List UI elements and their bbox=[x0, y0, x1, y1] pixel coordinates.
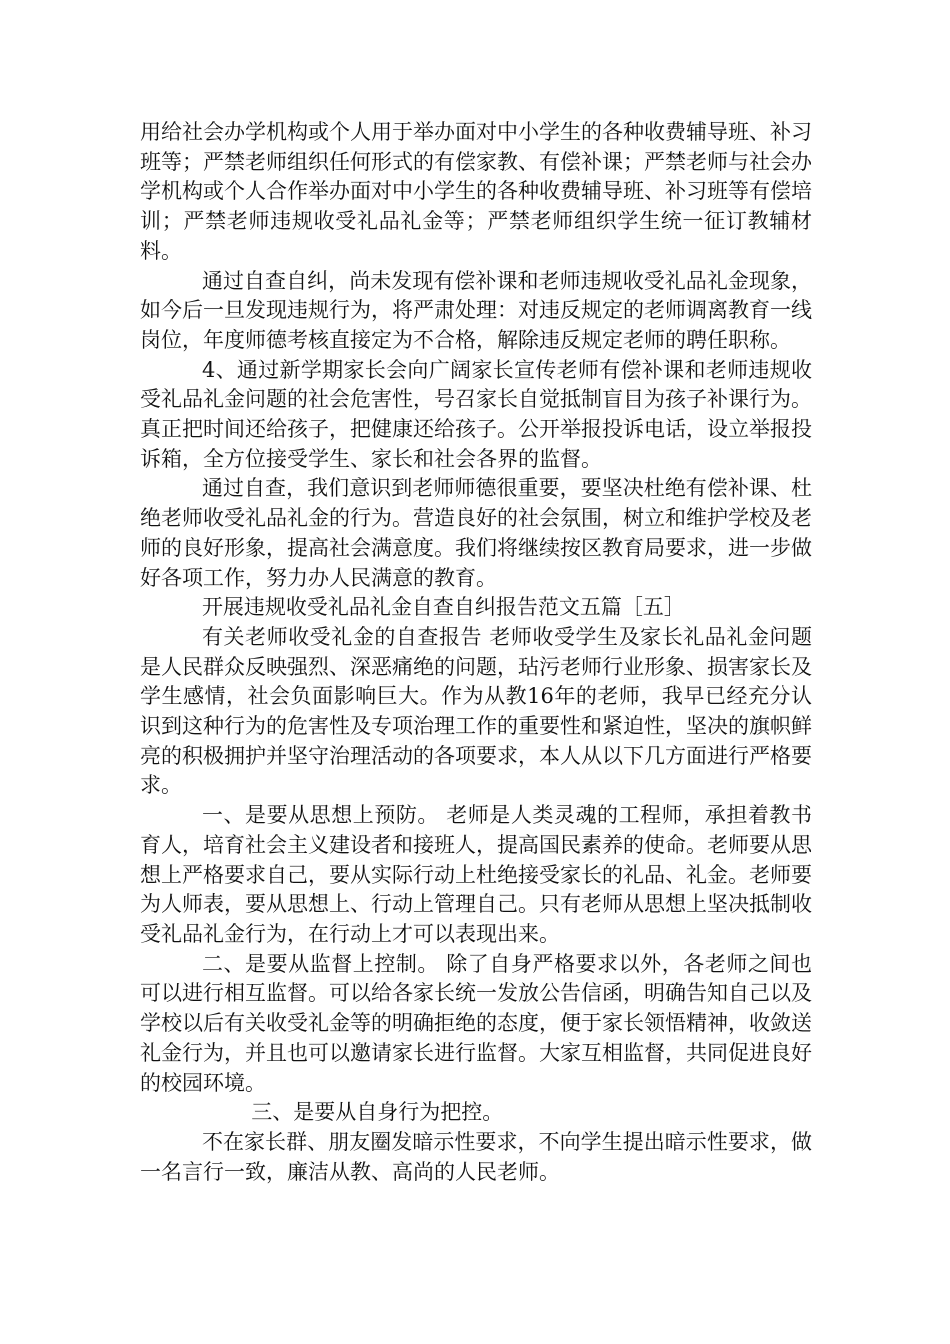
paragraph-closing: 不在家长群、朋友圈发暗示性要求，不向学生提出暗示性要求，做一名言行一致，廉洁从教、高尚的人民老师。 bbox=[140, 1129, 812, 1184]
paragraph-report-intro: 有关老师收受礼金的自查报告 老师收受学生及家长礼品礼金问题是人民群众反映强烈、深恶痛绝的问题，玷污老师行业形象、损害家长及学生感情，社会负面影响巨大。作为从教16年的老师，我早已经充分认识到这种行为的危害性及专项治理工作的重要性和紧迫性，坚决的旗帜鲜亮的积极拥护并坚守治理活动的各项要求，本人从以下几方面进行严格要求。 bbox=[140, 624, 812, 798]
paragraph-point-two: 二、是要从监督上控制。 除了自身严格要求以外，各老师之间也可以进行相互监督。可以给各家长统一发放公告信函，明确告知自己以及学校以后有关收受礼金等的明确拒绝的态度，便于家长领悟精神，收敛送礼金行为，并且也可以邀请家长进行监督。大家互相监督，共同促进良好的校园环境。 bbox=[140, 951, 812, 1095]
section-heading: 开展违规收受礼品礼金自查自纠报告范文五篇［五］ bbox=[201, 595, 685, 620]
paragraph-point-three: 三、是要从自身行为把控。 bbox=[251, 1100, 504, 1125]
paragraph-conclusion: 通过自查，我们意识到老师师德很重要，要坚决杜绝有偿补课、杜绝老师收受礼品礼金的行为。营造良好的社会氛围，树立和维护学校及老师的良好形象，提高社会满意度。我们将继续按区教育局要求，进一步做好各项工作，努力办人民满意的教育。 bbox=[140, 476, 812, 590]
paragraph-prohibitions-continued: 用给社会办学机构或个人用于举办面对中小学生的各种收费辅导班、补习班等；严禁老师组织任何形式的有偿家教、有偿补课；严禁老师与社会办学机构或个人合作举办面对中小学生的各种收费辅导班、补习班等有偿培训；严禁老师违规收受礼品礼金等；严禁老师组织学生统一征订教辅材料。 bbox=[140, 120, 812, 263]
document-body bbox=[140, 118, 812, 1187]
paragraph-parent-meeting: 4、通过新学期家长会向广阔家长宣传老师有偿补课和老师违规收受礼品礼金问题的社会危害性，号召家长自觉抵制盲目为孩子补课行为。真正把时间还给孩子，把健康还给孩子。公开举报投诉电话，设立举报投诉箱，全方位接受学生、家长和社会各界的监督。 bbox=[140, 357, 812, 471]
paragraph-point-one: 一、是要从思想上预防。 老师是人类灵魂的工程师，承担着教书育人，培育社会主义建设者和接班人，提高国民素养的使命。老师要从思想上严格要求自己，要从实际行动上杜绝接受家长的礼品、礼金。老师要为人师表，要从思想上、行动上管理自己。只有老师从思想上坚决抵制收受礼品礼金行为，在行动上才可以表现出来。 bbox=[140, 803, 812, 946]
paragraph-self-inspection-result: 通过自查自纠，尚未发现有偿补课和老师违规收受礼品礼金现象，如今后一旦发现违规行为，将严肃处理：对违反规定的老师调离教育一线岗位，年度师德考核直接定为不合格，解除违反规定老师的聘任职称。 bbox=[140, 268, 812, 352]
